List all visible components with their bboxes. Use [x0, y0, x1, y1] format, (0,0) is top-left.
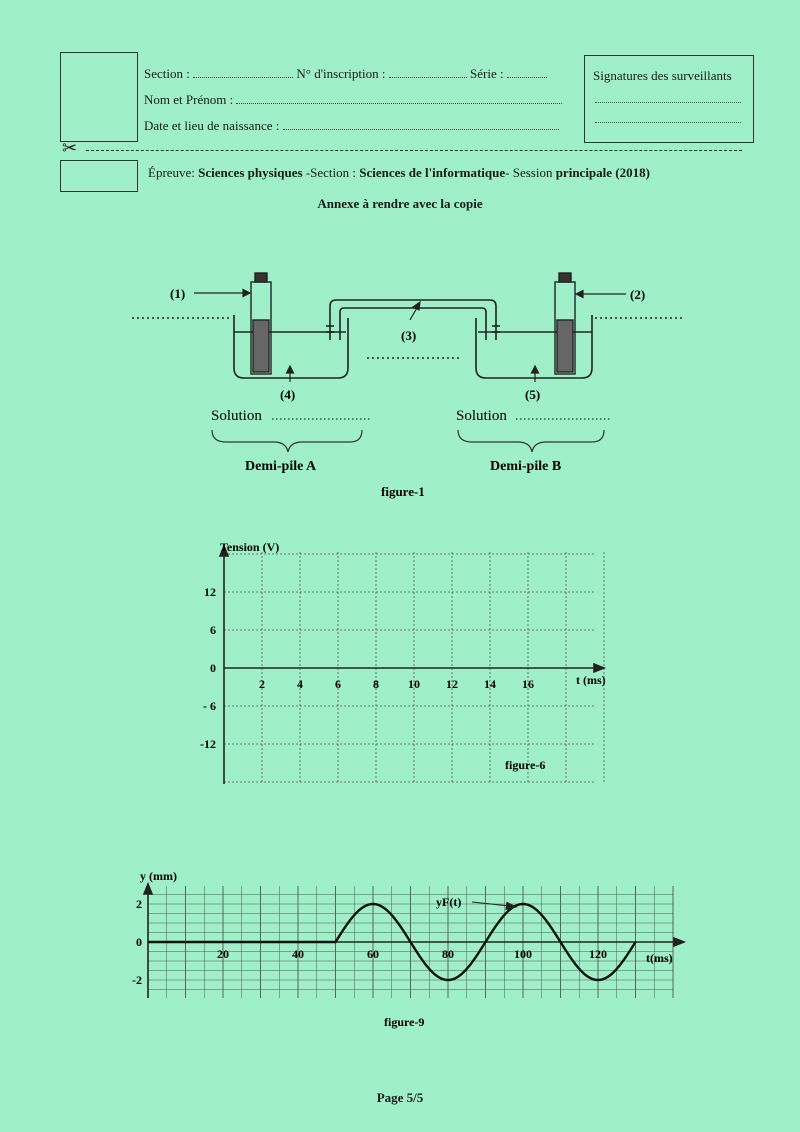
date-field[interactable]: [283, 119, 559, 130]
figure-9-x-tick: 20: [217, 947, 229, 961]
figure-6-y-tick: 0: [210, 661, 216, 675]
figure-9-x-tick: 60: [367, 947, 379, 961]
epreuve-session: principale (2018): [555, 165, 650, 180]
signature-line-1[interactable]: [595, 102, 741, 103]
figure-6-chart: [180, 536, 620, 796]
figure-9-chart: [100, 862, 700, 1032]
section-row: [144, 66, 547, 82]
scissors-icon: ✂: [62, 138, 78, 158]
signature-line-2[interactable]: [595, 122, 741, 123]
solution-b-label: Solution: [456, 408, 507, 424]
epreuve-section: Sciences de l'informatique: [359, 165, 506, 180]
figure-9-y-tick: 2: [136, 897, 142, 911]
figure-6-ylabel: Tension (V): [220, 540, 280, 554]
figure-6-x-tick: 4: [297, 677, 303, 691]
figure-9-x-tick: 80: [442, 947, 454, 961]
note-box: [60, 160, 138, 192]
electrode-b: [555, 273, 575, 374]
label-4: (4): [280, 387, 296, 402]
epreuve-subject: Sciences physiques: [198, 165, 303, 180]
solution-a-label: Solution: [211, 408, 262, 424]
demi-pile-a-label: Demi-pile A: [245, 459, 317, 474]
figure-6-y-tick: -12: [200, 737, 216, 751]
annex-title: Annexe à rendre avec la copie: [317, 196, 483, 211]
brace-b: [458, 430, 604, 452]
figure-6-y-tick: 6: [210, 623, 216, 637]
label-1: (1): [170, 286, 186, 301]
page-number: Page 5/5: [376, 1090, 424, 1105]
figure-9-x-tick: 120: [589, 947, 607, 961]
figure-9-y-tick: 0: [136, 935, 142, 949]
photo-box: [60, 52, 138, 142]
figure-1-caption: figure-1: [381, 484, 425, 499]
signatures-box: [584, 55, 754, 143]
inscription-label: N° d'inscription :: [296, 66, 386, 81]
figure-6-x-tick: 2: [259, 677, 265, 691]
figure-6-x-tick: 16: [522, 677, 534, 691]
date-row: [144, 118, 559, 134]
figure-6-y-tick: 12: [204, 585, 216, 599]
date-label: Date et lieu de naissance :: [144, 118, 280, 133]
figure-6-caption: figure-6: [505, 758, 546, 772]
figure-9-ylabel: y (mm): [140, 869, 177, 883]
inscription-field[interactable]: [389, 67, 467, 78]
epreuve-prefix: Épreuve:: [148, 165, 199, 180]
serie-label: Série :: [470, 66, 504, 81]
figure-6-y-tick: - 6: [203, 699, 216, 713]
figure-9-xlabel: t(ms): [646, 951, 673, 965]
figure-6-x-tick: 6: [335, 677, 341, 691]
epreuve-line: [148, 165, 650, 181]
section-field[interactable]: [193, 67, 293, 78]
label-2: (2): [630, 287, 646, 302]
demi-pile-b-label: Demi-pile B: [490, 459, 562, 474]
signatures-label: Signatures des surveillants: [593, 68, 732, 83]
electrode-a: [251, 273, 271, 374]
nom-row: [144, 92, 562, 108]
epreuve-mid: -Section :: [302, 165, 360, 180]
figure-6-x-tick: 12: [446, 677, 458, 691]
figure-6-x-tick: 8: [373, 677, 379, 691]
figure-9-y-tick: -2: [132, 973, 142, 987]
figure-9-curve-label: yF(t): [436, 895, 462, 909]
nom-field[interactable]: [236, 93, 562, 104]
epreuve-session-prefix: - Session: [505, 165, 556, 180]
brace-a: [212, 430, 362, 452]
figure-9-caption: figure-9: [384, 1015, 425, 1029]
nom-label: Nom et Prénom :: [144, 92, 234, 107]
figure-9-x-tick: 100: [514, 947, 532, 961]
section-label: Section :: [144, 66, 190, 81]
label-3: (3): [401, 328, 417, 343]
figure-6-x-tick: 10: [408, 677, 420, 691]
serie-field[interactable]: [507, 67, 547, 78]
figure-6-xlabel: t (ms): [576, 673, 606, 687]
figure-9-x-tick: 40: [292, 947, 304, 961]
figure-6-x-tick: 14: [484, 677, 496, 691]
figure-1-diagram: [0, 260, 800, 510]
cut-line: [86, 150, 742, 151]
label-5: (5): [525, 387, 541, 402]
